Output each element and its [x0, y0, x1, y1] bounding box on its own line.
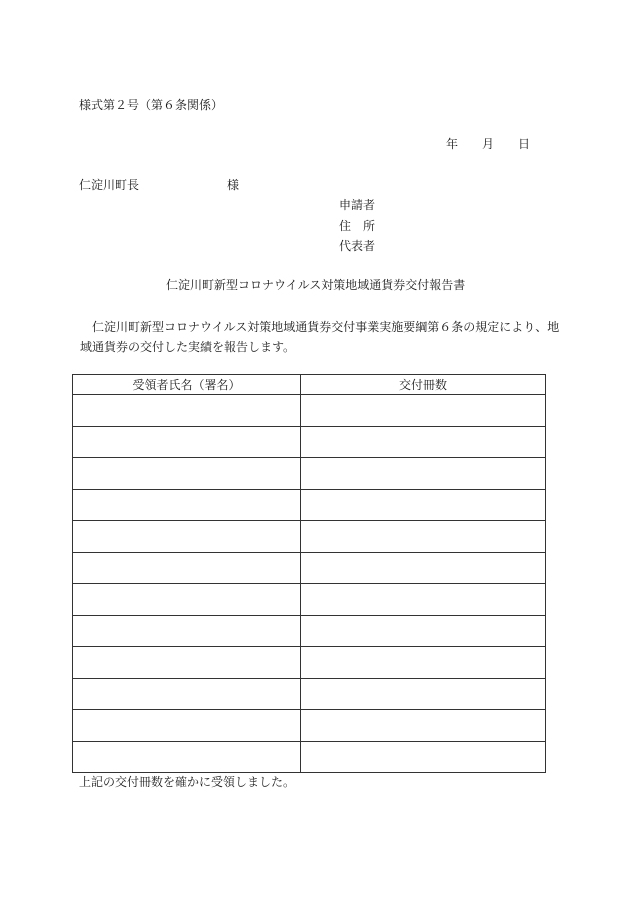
recipient-name-cell[interactable] [73, 710, 301, 742]
issued-count-cell[interactable] [301, 741, 546, 773]
issued-count-cell[interactable] [301, 678, 546, 710]
issued-count-cell[interactable] [301, 521, 546, 553]
table-row [73, 741, 546, 773]
applicant-label: 申請者 [339, 198, 376, 212]
issued-count-cell[interactable] [301, 584, 546, 616]
report-table [72, 374, 546, 773]
representative-label: 代表者 [339, 239, 376, 253]
recipient-name-cell[interactable] [73, 647, 301, 679]
issued-count-cell[interactable] [301, 615, 546, 647]
form-number: 様式第２号（第６条関係） [79, 98, 224, 112]
recipient-name-cell[interactable] [73, 489, 301, 521]
table-row [73, 521, 546, 553]
recipient-name-cell[interactable] [73, 615, 301, 647]
recipient-name-cell[interactable] [73, 458, 301, 490]
table-row [73, 489, 546, 521]
address-label-part-2: 所 [363, 219, 376, 233]
table-row [73, 710, 546, 742]
addressee-honorific: 様 [227, 178, 240, 192]
date-line [446, 138, 530, 150]
table-row [73, 678, 546, 710]
address-label [339, 220, 375, 232]
recipient-name-cell[interactable] [73, 426, 301, 458]
table-row [73, 458, 546, 490]
recipient-name-cell[interactable] [73, 395, 301, 427]
body-text: 仁淀川町新型コロナウイルス対策地域通貨券交付事業実施要綱第６条の規定により、地域通貨券の交付した実績を報告します。 [80, 320, 560, 354]
recipient-name-cell[interactable] [73, 584, 301, 616]
footer-note: 上記の交付冊数を確かに受領しました。 [79, 775, 296, 789]
recipient-name-cell[interactable] [73, 741, 301, 773]
address-label-part-1: 住 [339, 219, 352, 233]
date-month: 月 [482, 137, 495, 151]
date-year: 年 [446, 137, 459, 151]
issued-count-cell[interactable] [301, 395, 546, 427]
issued-count-cell[interactable] [301, 426, 546, 458]
addressee [79, 179, 239, 191]
header-issued-count: 交付冊数 [301, 375, 546, 395]
issued-count-cell[interactable] [301, 710, 546, 742]
table-row [73, 395, 546, 427]
recipient-name-cell[interactable] [73, 678, 301, 710]
recipient-name-cell[interactable] [73, 521, 301, 553]
issued-count-cell[interactable] [301, 458, 546, 490]
table-row [73, 552, 546, 584]
addressee-name: 仁淀川町長 [79, 178, 140, 192]
table-row [73, 584, 546, 616]
table-header-row [73, 375, 546, 395]
header-recipient-name: 受領者氏名（署名） [73, 375, 301, 395]
issued-count-cell[interactable] [301, 647, 546, 679]
date-day: 日 [518, 137, 531, 151]
table-row [73, 647, 546, 679]
issued-count-cell[interactable] [301, 489, 546, 521]
table-row [73, 426, 546, 458]
table-row [73, 615, 546, 647]
issued-count-cell[interactable] [301, 552, 546, 584]
body-paragraph [80, 317, 560, 357]
recipient-name-cell[interactable] [73, 552, 301, 584]
document-title: 仁淀川町新型コロナウイルス対策地域通貨券交付報告書 [166, 278, 466, 292]
